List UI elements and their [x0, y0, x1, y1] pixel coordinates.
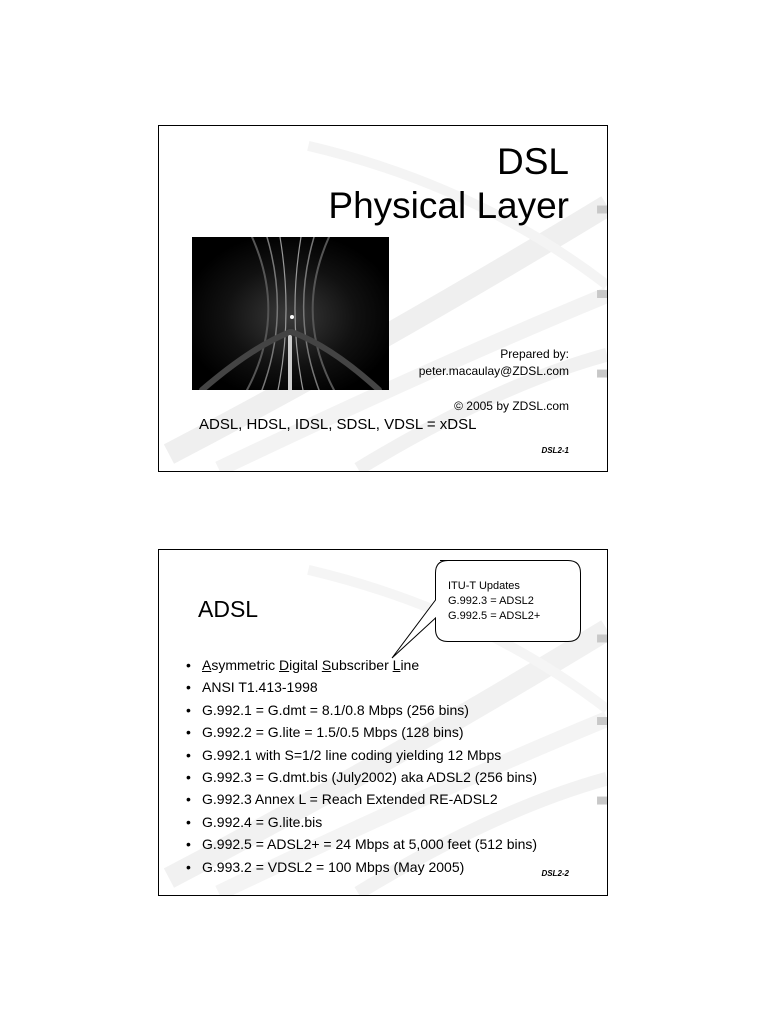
bullet-item: • G.992.1 = G.dmt = 8.1/0.8 Mbps (256 bins): [186, 699, 537, 721]
prepared-label: Prepared by:: [500, 347, 569, 361]
abstract-light-image: [192, 237, 389, 390]
bullet-item: • G.992.2 = G.lite = 1.5/0.5 Mbps (128 bins): [186, 721, 537, 743]
bullet-item: • G.992.4 = G.lite.bis: [186, 811, 537, 833]
slide-number: DSL2-2: [541, 869, 569, 878]
slide-subtitle: ADSL, HDSL, IDSL, SDSL, VDSL = xDSL: [199, 416, 477, 433]
callout-line: ITU-T Updates: [448, 580, 520, 592]
bullet-text: ubscriber: [331, 657, 393, 673]
bullet-text: ine: [400, 657, 420, 673]
acronym-initial: A: [202, 657, 212, 673]
bullet-item: • G.992.3 = G.dmt.bis (July2002) aka ADSL2 (256 bins): [186, 766, 537, 788]
title-line-2: Physical Layer: [328, 185, 569, 226]
bullet-text: igital: [289, 657, 322, 673]
slide-title: [328, 140, 569, 228]
acronym-initial: L: [392, 657, 401, 673]
bullet-item: • G.993.2 = VDSL2 = 100 Mbps (May 2005): [186, 856, 537, 878]
slide-1: [158, 125, 608, 472]
bullet-item: • G.992.5 = ADSL2+ = 24 Mbps at 5,000 feet (512 bins): [186, 833, 537, 855]
callout-text: [448, 579, 540, 624]
callout-line: G.992.3 = ADSL2: [448, 595, 534, 607]
bullet-list: [186, 654, 537, 878]
callout-line: G.992.5 = ADSL2+: [448, 610, 541, 622]
acronym-initial: D: [279, 657, 290, 673]
bullet-item: [186, 654, 537, 676]
copyright: © 2005 by ZDSL.com: [454, 399, 569, 413]
slide-number: DSL2-1: [541, 446, 569, 455]
bullet-item: • ANSI T1.413-1998: [186, 676, 537, 698]
slide-2: [158, 549, 608, 896]
title-line-1: DSL: [497, 141, 569, 182]
bullet-item: • G.992.3 Annex L = Reach Extended RE-ADSL2: [186, 788, 537, 810]
bullet-item: • G.992.1 with S=1/2 line coding yielding 12 Mbps: [186, 744, 537, 766]
prepared-by: [419, 346, 569, 380]
bullet-text: symmetric: [211, 657, 280, 673]
author-email: peter.macaulay@ZDSL.com: [418, 364, 569, 378]
slide-title: ADSL: [198, 596, 259, 622]
acronym-initial: S: [321, 657, 332, 673]
